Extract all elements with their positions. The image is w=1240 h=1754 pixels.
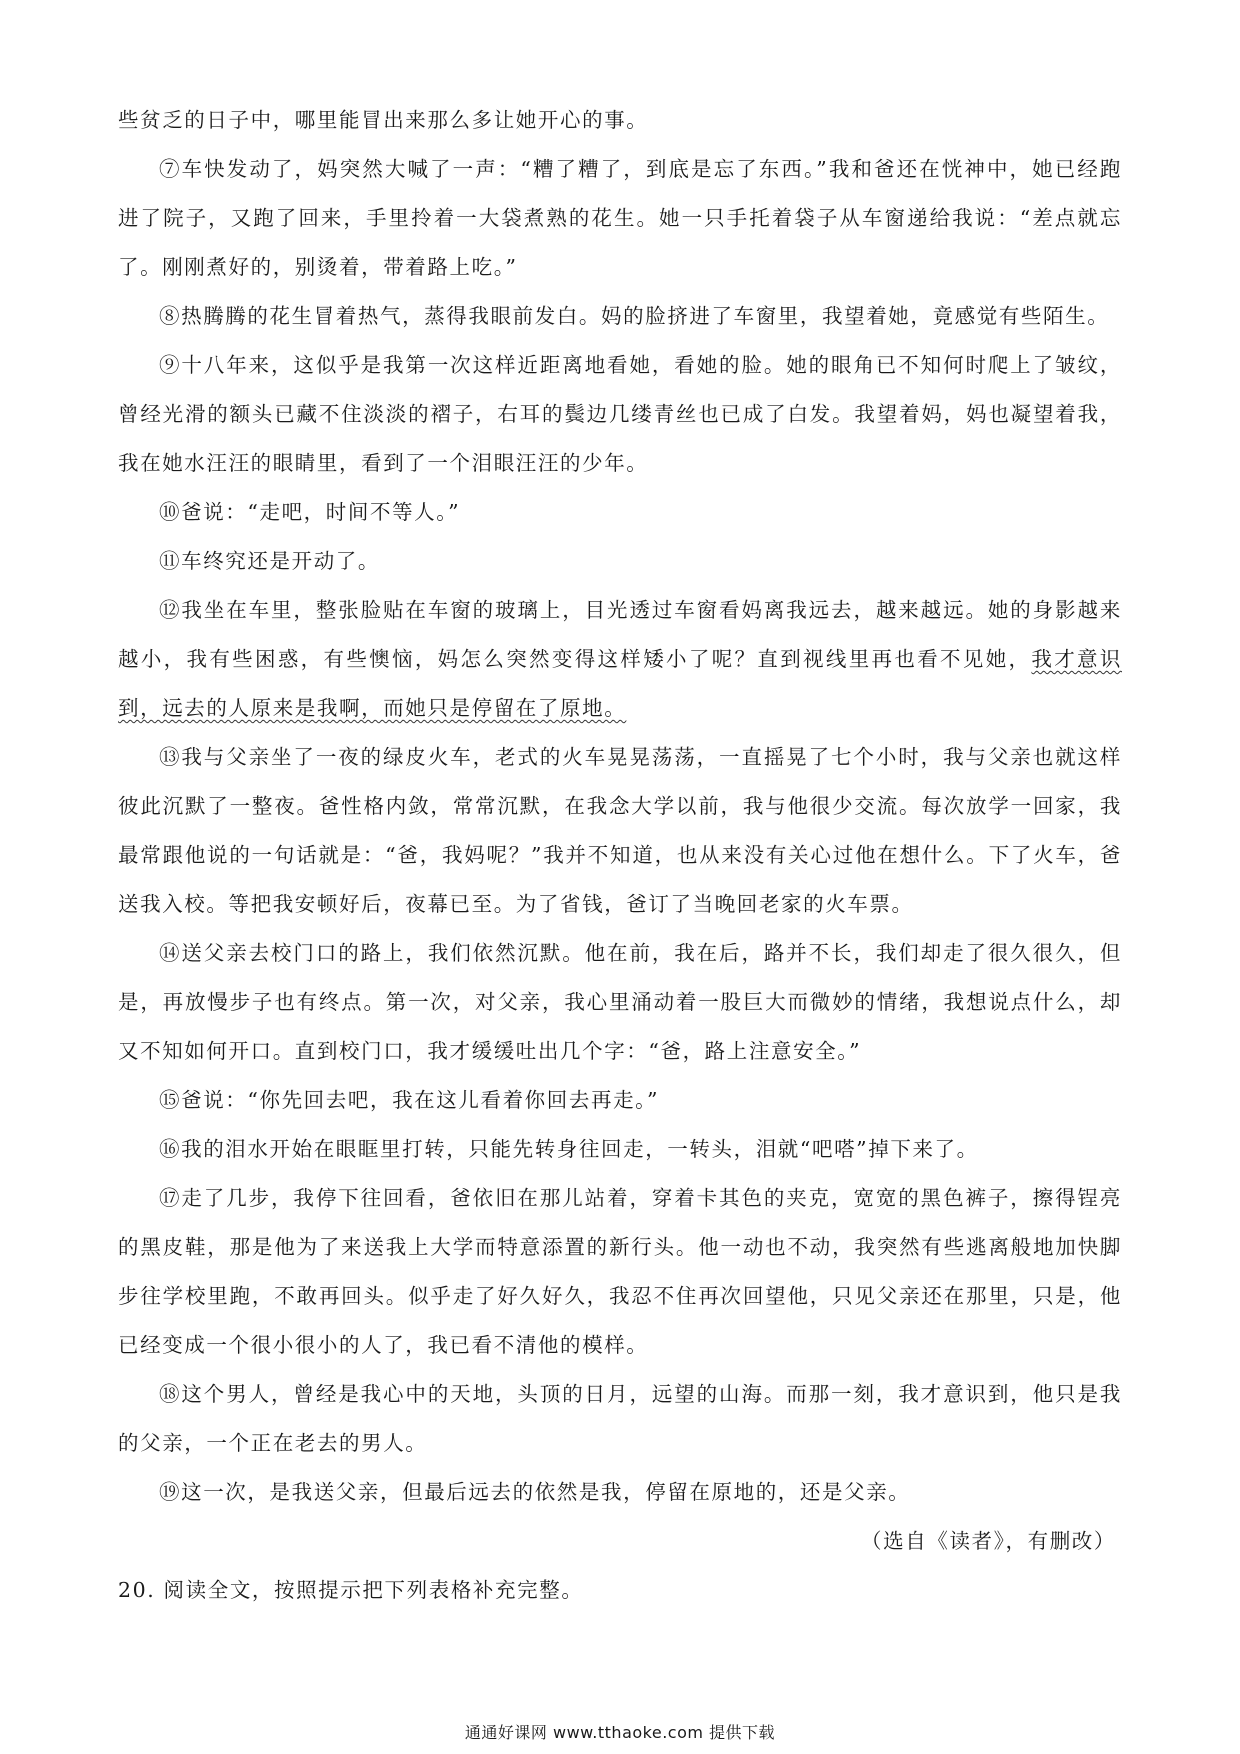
paragraph-17: ⑰走了几步，我停下往回看，爸依旧在那儿站着，穿着卡其色的夹克，宽宽的黑色裤子，擦得锃亮的黑皮鞋，那是他为了来送我上大学而特意添置的新行头。他一动也不动，我突然有些逃离般地加快脚步往学校里跑，不敢再回头。似乎走了好久好久，我忍不住再次回望他，只见父亲还在那里，只是，他已经变成一个很小很小的人了，我已看不清他的模样。 [118, 1186, 1122, 1357]
question-20: 20. 阅读全文，按照提示把下列表格补充完整。 [118, 1578, 584, 1602]
paragraph-11: ⑪车终究还是开动了。 [159, 549, 380, 573]
paragraph-14: ⑭送父亲去校门口的路上，我们依然沉默。他在前，我在后，路并不长，我们却走了很久很久，但是，再放慢步子也有终点。第一次，对父亲，我心里涌动着一股巨大而微妙的情绪，我想说点什么，却又不知如何开口。直到校门口，我才缓缓吐出几个字：“爸，路上注意安全。” [118, 941, 1122, 1063]
paragraph-16: ⑯我的泪水开始在眼眶里打转，只能先转身往回走，一转头，泪就“吧嗒”掉下来了。 [159, 1137, 979, 1161]
paragraph-8: ⑧热腾腾的花生冒着热气，蒸得我眼前发白。妈的脸挤进了车窗里，我望着她，竟感觉有些陌生。 [159, 304, 1110, 328]
wavy-underlined-sentence: 我才意识到，远去的人原来是我啊，而她只是停留在了原地。 [118, 647, 1122, 720]
paragraph-15: ⑮爸说：“你先回去吧，我在这儿看着你回去再走。” [159, 1088, 660, 1112]
footer-credit: 通通好课网 www.tthaoke.com 提供下载 [464, 1723, 776, 1742]
paragraph-19: ⑲这一次，是我送父亲，但最后远去的依然是我，停留在原地的，还是父亲。 [159, 1480, 911, 1504]
paragraph-7: ⑦车快发动了，妈突然大喊了一声：“糟了糟了，到底是忘了东西。”我和爸还在恍神中，她已经跑进了院子，又跑了回来，手里拎着一大袋煮熟的花生。她一只手托着袋子从车窗递给我说：“差点就忘了。刚刚煮好的，别烫着，带着路上吃。” [118, 157, 1122, 279]
paragraph-12-text: ⑫我坐在车里，整张脸贴在车窗的玻璃上，目光透过车窗看妈离我远去，越来越远。她的身影越来越小，我有些困惑，有些懊恼，妈怎么突然变得这样矮小了呢？直到视线里再也看不见她， [118, 598, 1122, 671]
paragraph-13: ⑬我与父亲坐了一夜的绿皮火车，老式的火车晃晃荡荡，一直摇晃了七个小时，我与父亲也就这样彼此沉默了一整夜。爸性格内敛，常常沉默，在我念大学以前，我与他很少交流。每次放学一回家，我最常跟他说的一句话就是：“爸，我妈呢？”我并不知道，也从来没有关心过他在想什么。下了火车，爸送我入校。等把我安顿好后，夜幕已至。为了省钱，爸订了当晚回老家的火车票。 [118, 745, 1122, 916]
paragraph-6-end: 些贫乏的日子中，哪里能冒出来那么多让她开心的事。 [118, 108, 649, 132]
paragraph-12 [118, 586, 1122, 733]
article-body [118, 96, 1122, 1615]
paragraph-9: ⑨十八年来，这似乎是我第一次这样近距离地看她，看她的脸。她的眼角已不知何时爬上了皱纹，曾经光滑的额头已藏不住淡淡的褶子，右耳的鬓边几缕青丝也已成了白发。我望着妈，妈也凝望着我，我在她水汪汪的眼睛里，看到了一个泪眼汪汪的少年。 [118, 353, 1122, 475]
paragraph-18: ⑱这个男人，曾经是我心中的天地，头顶的日月，远望的山海。而那一刻，我才意识到，他只是我的父亲，一个正在老去的男人。 [118, 1382, 1122, 1455]
paragraph-10: ⑩爸说：“走吧，时间不等人。” [159, 500, 461, 524]
source-attribution: （选自《读者》，有删改） [861, 1529, 1116, 1553]
